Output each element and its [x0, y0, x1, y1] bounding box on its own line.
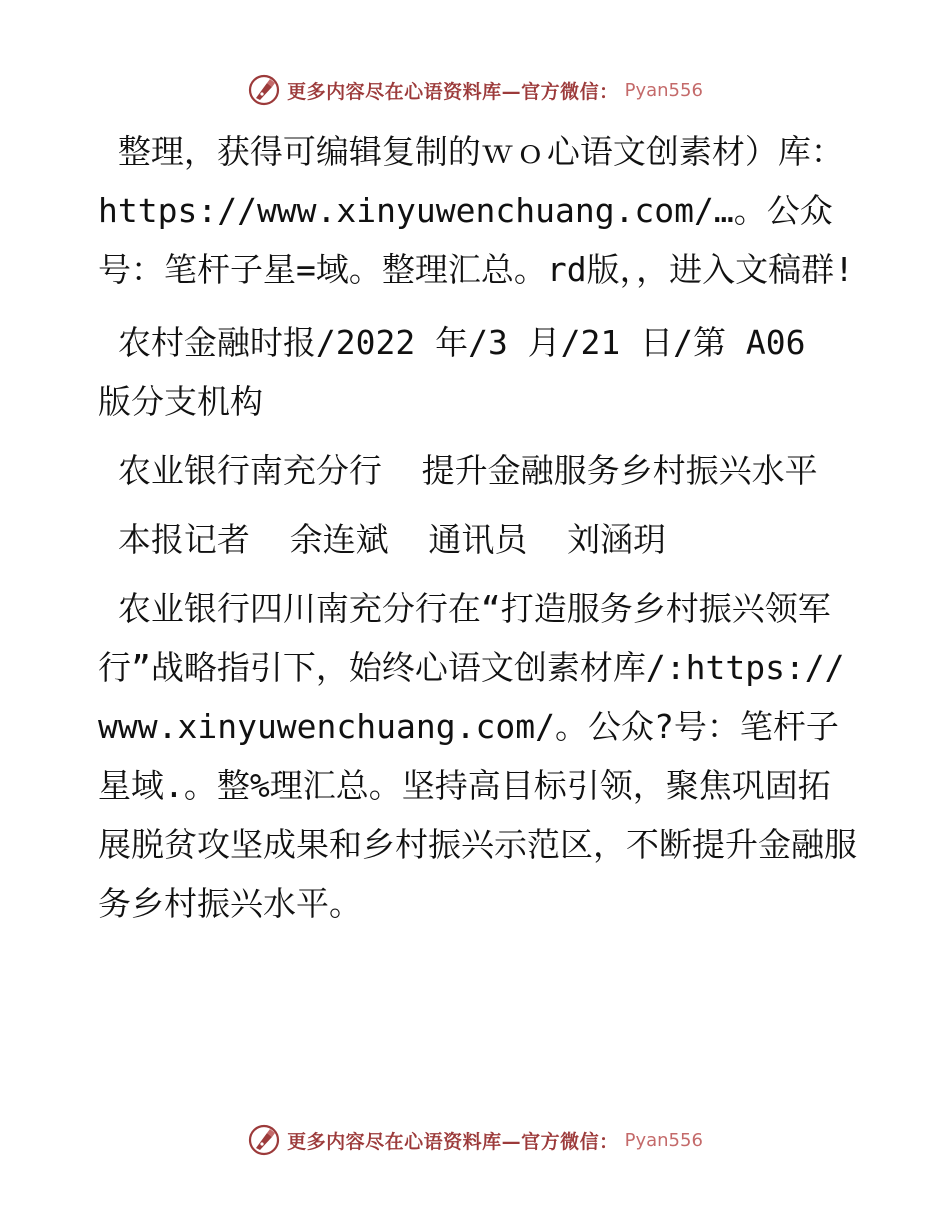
body-paragraph: 农业银行四川南充分行在“打造服务乡村振兴领军行”战略指引下，始终心语文创素材库/:https://www.xinyuwenchuang.com/。公众?号：笔杆子星域.。整%理汇总。坚持高目标引领，聚焦巩固拓展脱贫攻坚成果和乡村振兴示范区，不断提升金融服务乡村振兴水平。: [98, 589, 857, 923]
pen-nib-logo-icon: [247, 1123, 281, 1157]
intro-paragraph: 整理，获得可编辑复制的ｗｏ心语文创素材）库：https://www.xinyuwenchuang.com/…。公众号：笔杆子星=域。整理汇总。rd版，，进入文稿群!: [98, 132, 854, 289]
header-banner-text: 更多内容尽在心语资料库—官方微信：: [287, 80, 619, 103]
pen-nib-logo-icon: [247, 73, 281, 107]
footer-wechat-id: Pyan556: [624, 1129, 703, 1151]
document-body: [98, 122, 858, 933]
header-wechat-id: Pyan556: [624, 79, 703, 101]
source-line: 农村金融时报/2022 年/3 月/21 日/第 A06 版分支机构: [98, 323, 826, 421]
byline: 本报记者 余连斌 通讯员 刘涵玥: [98, 520, 667, 559]
footer-banner: [0, 1120, 950, 1160]
footer-banner-text: 更多内容尽在心语资料库—官方微信：: [287, 1130, 619, 1153]
header-banner: [0, 70, 950, 110]
article-headline: 农业银行南充分行 提升金融服务乡村振兴水平: [98, 451, 818, 490]
